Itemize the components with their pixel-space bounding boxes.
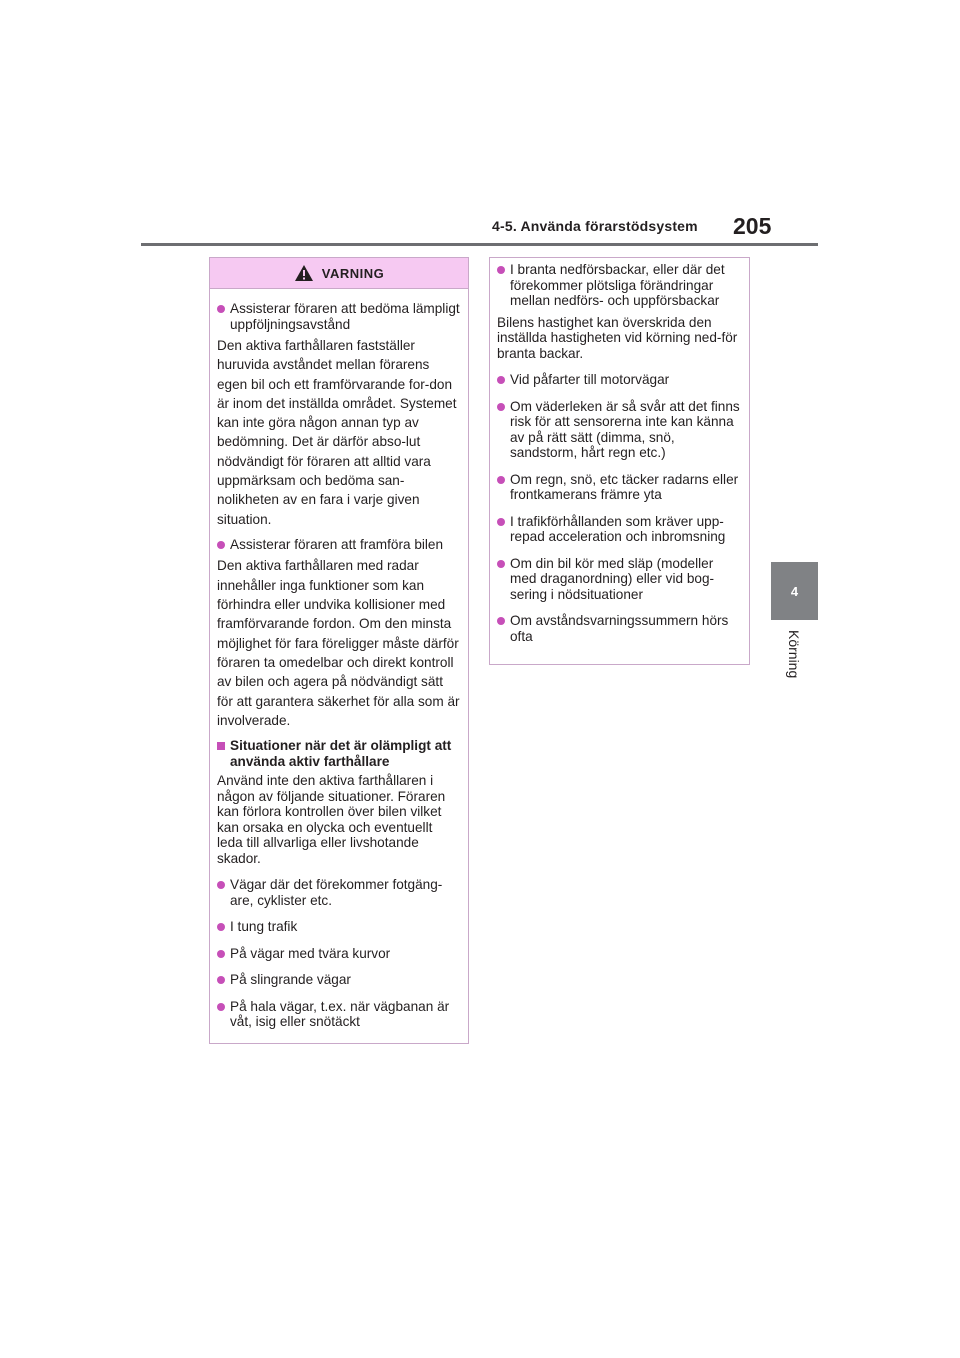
bullet-text: Om avståndsvarningssummern hörs ofta [510,613,729,644]
list-item [217,301,461,332]
list-item [217,919,461,935]
list-item [497,514,742,545]
subheading [217,738,461,769]
paragraph: Den aktiva farthållaren med radar innehåller inga funktioner som kan förhindra eller undvika kollisioner med framförvarande fordon. Om den minsta möjlighet för fara föreligger måste därför föraren ta omedelbar och direkt kontroll av bilen och agera på nödvändigt sätt för att garantera säkerhet för alla som är involverade. [217,558,460,728]
warning-box-right [489,257,750,665]
bullet-icon [217,923,225,931]
bullet-text: På hala vägar, t.ex. när vägbanan är våt, isig eller snötäckt [230,998,450,1030]
bullet-text: I branta nedförsbackar, eller där det förekommer plötsliga förändringar mellan nedförs- och uppförsbackar [510,262,725,308]
list-item [217,537,461,553]
section-title: 4-5. Använda förarstödsystem [492,218,698,234]
list-item [497,613,742,644]
paragraph: Bilens hastighet kan överskrida den inställda hastigheten vid körning ned-för branta backar. [497,314,738,361]
bullet-text: Om regn, snö, etc täcker radarns eller frontkamerans främre yta [510,471,739,502]
warning-header [210,258,468,289]
bullet-icon [217,881,225,889]
list-item [217,946,461,962]
bullet-icon [217,976,225,984]
warning-triangle-icon [294,264,314,282]
bullet-text: På slingrande vägar [230,972,351,988]
bullet-icon [217,541,225,549]
bullet-icon [497,476,505,484]
warning-content-right [490,262,749,644]
bullet-text: Vid påfarter till motorvägar [510,372,670,387]
paragraph: Den aktiva farthållaren fastställer huruvida avståndet mellan förarens egen bil och ett framförvarande for-don är inom det inställda området. Systemet kan inte göra någon annan typ av bedömning. Det är därför abso-lut nödvändigt för föraren att alltid vara uppmärksam och bedöma san-nolikheten av en fara i varje given situation. [217,338,457,527]
page-number: 205 [733,213,772,239]
bullet-icon [497,403,505,411]
square-bullet-icon [217,742,225,750]
warning-content-left [210,289,468,1030]
bullet-text: I trafikförhållanden som kräver upp-repad acceleration och inbromsning [510,513,726,544]
bullet-icon [497,376,505,384]
bullet-icon [497,266,505,274]
bullet-text: Assisterar föraren att framföra bilen [230,536,444,552]
list-item [497,399,742,461]
bullet-icon [497,560,505,568]
bullet-text: I tung trafik [230,919,298,935]
bullet-text: Assisterar föraren att bedöma lämpligt uppföljningsavstånd [230,301,460,332]
bullet-icon [217,1003,225,1011]
chapter-label: Körning [786,630,802,679]
bullet-icon [497,617,505,625]
list-item [497,262,742,309]
list-item [217,999,461,1030]
bullet-icon [217,305,225,313]
bullet-text: På vägar med tvära kurvor [230,945,391,961]
warning-label: VARNING [321,265,385,281]
list-item [497,372,742,388]
list-item [217,877,461,908]
bullet-text: Om din bil kör med släp (modeller med draganordning) eller vid bog-sering i nödsituationer [510,555,715,602]
chapter-tab: 4 [771,562,818,620]
rule-bar [141,243,818,246]
subheading-text: Situationer när det är olämpligt att använda aktiv farthållare [230,738,452,769]
list-item [217,972,461,988]
list-item [497,472,742,503]
list-item [497,556,742,603]
bullet-text: Vägar där det förekommer fotgäng-are, cyklister etc. [230,877,443,908]
warning-box-left [209,257,469,1044]
bullet-icon [497,518,505,526]
bullet-text: Om väderleken är så svår att det finns risk för att sensorerna inte kan känna av på rätt sätt (dimma, snö, sandstorm, hårt regn etc.) [510,398,740,460]
bullet-icon [217,950,225,958]
paragraph: Använd inte den aktiva farthållaren i någon av följande situationer. Föraren kan förlora kontrollen över bilen vilket kan orsaka en olycka och eventuellt leda till allvarliga eller livshotande skador. [217,773,446,866]
